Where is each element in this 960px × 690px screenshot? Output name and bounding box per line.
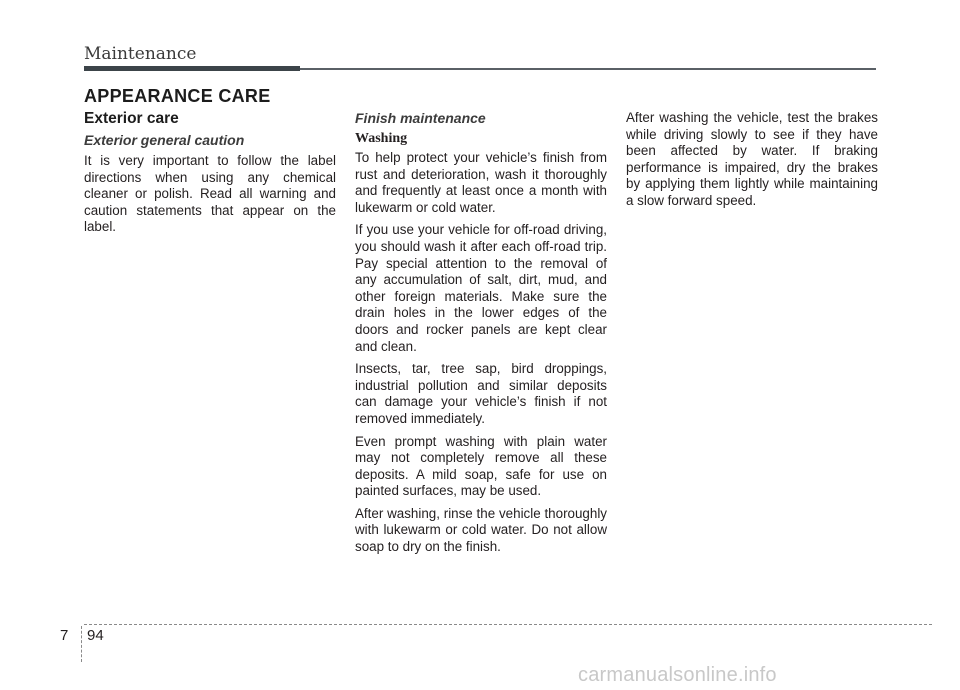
- paragraph: If you use your vehicle for off-road driving, you should wash it after each off-road trip. Pay special attention to the removal of any accumulation of salt, dirt, mud, and other foreign materials. Make sure the drain holes in the lower edges of the doors and rocker panels are kept clear and clean.: [355, 222, 607, 354]
- watermark: carmanualsonline.info: [578, 664, 777, 686]
- paragraph: Even prompt washing with plain water may not completely remove all these deposits. A mild soap, safe for use on painted surfaces, may be used.: [355, 433, 607, 499]
- washing-heading: Washing: [355, 131, 408, 146]
- footer-rule: [84, 624, 932, 625]
- header-accent-bar: [84, 66, 300, 71]
- finish-maintenance-heading: Finish maintenance: [355, 110, 486, 126]
- column-2: [355, 110, 607, 562]
- paragraph: It is very important to follow the label directions when using any chemical cleaner or polish. Read all warning and caution statements that appear on the label.: [84, 153, 336, 235]
- paragraph: To help protect your vehicle’s finish from rust and deterioration, wash it thoroughly and frequently at least once a month with lukewarm or cold water.: [355, 150, 607, 215]
- running-header: Maintenance: [84, 44, 197, 64]
- column-3: [626, 110, 878, 216]
- page-number: 94: [87, 627, 104, 644]
- section-title: APPEARANCE CARE: [84, 86, 271, 106]
- column-1: [84, 110, 336, 242]
- exterior-care-heading: Exterior care: [84, 110, 179, 127]
- paragraph: After washing the vehicle, test the brakes while driving slowly to see if they have been affected by water. If braking performance is impaired, dry the brakes by applying them lightly while maintaining a slow forward speed.: [626, 110, 878, 208]
- paragraph: Insects, tar, tree sap, bird droppings, industrial pollution and similar deposits can damage your vehicle’s finish if not removed immediately.: [355, 361, 607, 426]
- exterior-general-caution-heading: Exterior general caution: [84, 132, 245, 148]
- chapter-number: 7: [60, 627, 69, 644]
- footer-divider: [81, 626, 82, 662]
- paragraph: After washing, rinse the vehicle thoroughly with lukewarm or cold water. Do not allow soap to dry on the finish.: [355, 505, 607, 555]
